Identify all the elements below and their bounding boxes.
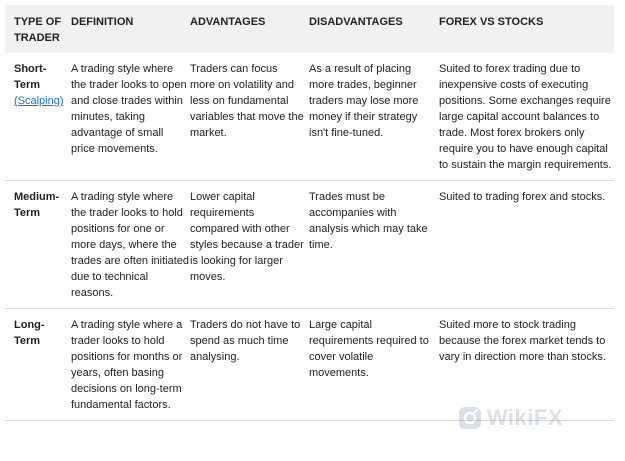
- trader-type-label: Short-Term: [14, 63, 47, 91]
- cell-disadvantages: As a result of placing more trades, beginner traders may lose more money if their strategy isn't fine-tuned.: [309, 63, 419, 139]
- cell-disadvantages: Large capital requirements required to cover volatile movements.: [309, 319, 429, 379]
- trader-type-label: Medium-Term: [14, 191, 60, 219]
- table-header-row: [5, 5, 614, 53]
- cell-definition: A trading style where the trader looks to open and close trades within minutes, taking advantage of small price movements.: [71, 63, 187, 155]
- cell-disadvantages: Trades must be accompanies with analysis which may take time.: [309, 191, 428, 251]
- header-definition: DEFINITION: [71, 16, 134, 28]
- cell-forex-vs-stocks: Suited to trading forex and stocks.: [439, 191, 606, 203]
- cell-definition: A trading style where a trader looks to hold positions for months or years, often basing decisions on long-term fundamental factors.: [71, 319, 183, 411]
- table-row-long-term: [5, 309, 614, 421]
- header-type-of-trader: TYPE OF TRADER: [14, 16, 62, 44]
- cell-advantages: Lower capital requirements compared with other styles because a trader is looking for larger moves.: [190, 191, 304, 283]
- cell-type: [5, 309, 67, 421]
- table-row-short-term: [5, 53, 614, 181]
- header-advantages: ADVANTAGES: [190, 16, 266, 28]
- cell-forex-vs-stocks: Suited more to stock trading because the forex market tends to vary in direction more than stocks.: [439, 319, 606, 363]
- cell-type: [5, 181, 67, 309]
- trader-type-label: Long-Term: [14, 319, 45, 347]
- cell-advantages: Traders can focus more on volatility and less on fundamental variables that move the market.: [190, 63, 304, 139]
- cell-advantages: Traders do not have to spend as much time analysing.: [190, 319, 301, 363]
- trader-types-table: [5, 5, 614, 421]
- header-disadvantages: DISADVANTAGES: [309, 16, 403, 28]
- header-forex-vs-stocks: FOREX VS STOCKS: [439, 16, 544, 28]
- cell-definition: A trading style where the trader looks to hold positions for one or more days, where the trades are often initiated due to technical reasons.: [71, 191, 190, 299]
- cell-type: [5, 53, 67, 181]
- watermark-text: WikiFX: [486, 405, 563, 430]
- cell-forex-vs-stocks: Suited to forex trading due to inexpensive costs of executing positions. Some exchanges require large capital account balances to trade. Most forex brokers only require you to have enough capital to sustain the margin requirements.: [439, 63, 612, 171]
- table-row-medium-term: [5, 181, 614, 309]
- scalping-link[interactable]: (Scalping): [14, 95, 64, 107]
